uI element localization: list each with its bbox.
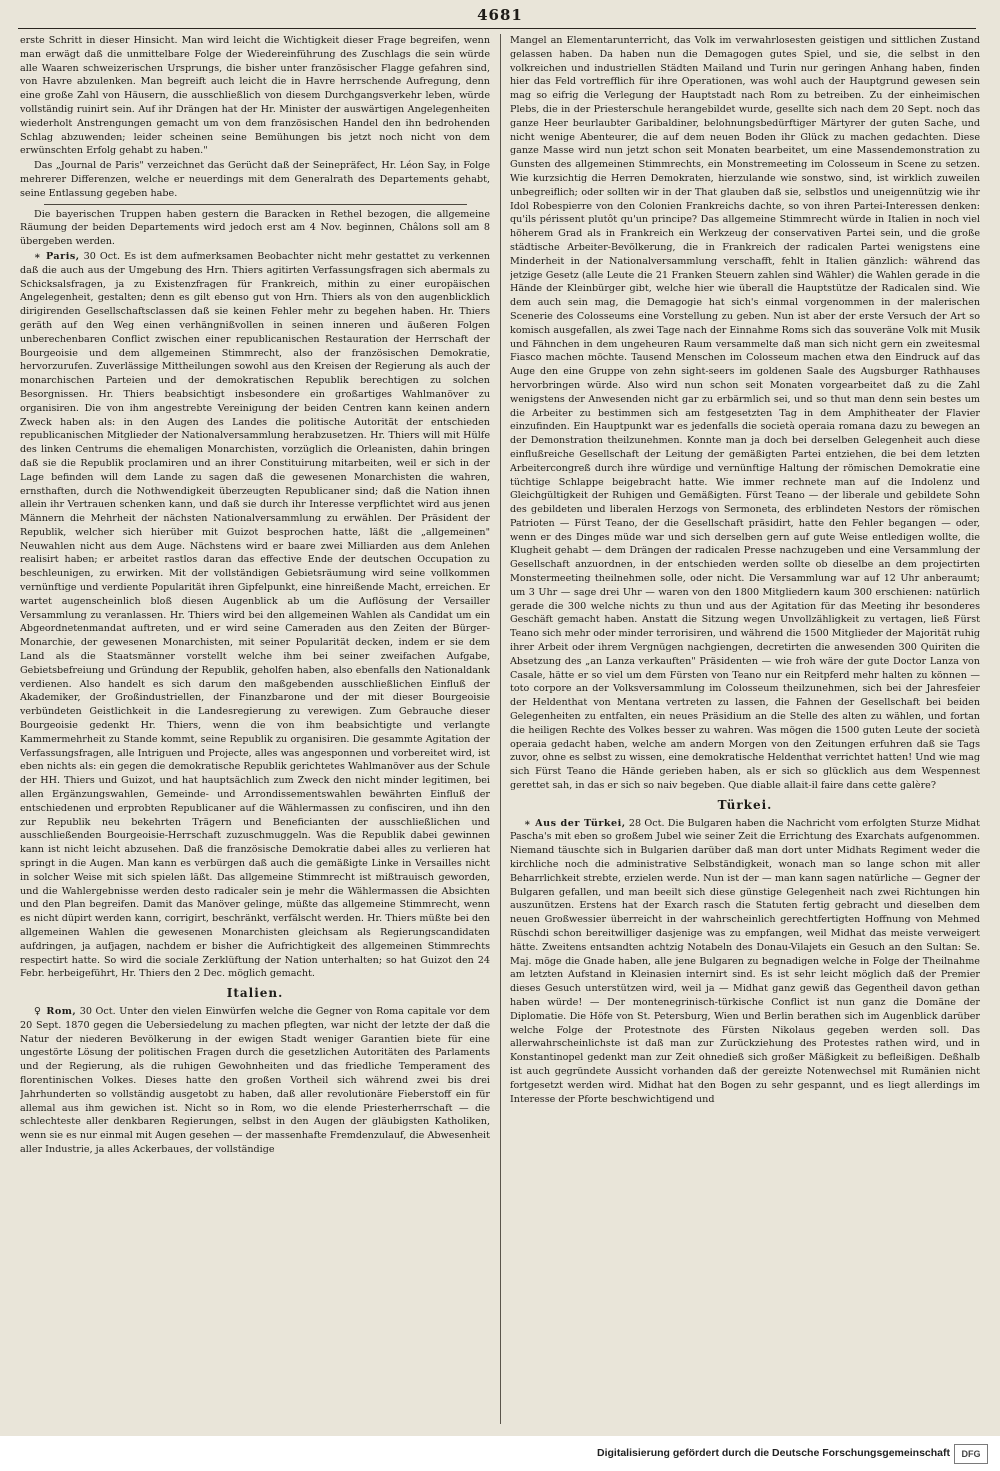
right-column xyxy=(510,34,980,1424)
intro-paragraph-1: erste Schritt in dieser Hinsicht. Man wird leicht die Wichtigkeit dieser Frage begreifen, wenn man erwägt daß die unmittelbare Folge der Wiedereinführung des Zuschlags die sein würde alle Waaren schweizerischen Ursprungs, die bisher unter französischer Flagge gefahren sind, von Havre abzulenken. Man begreift auch leicht die in Havre herrschende Aufregung, denn eine große Zahl von Häusern, die ausschließlich von diesem Durchgangsverkehr leben, würde vollständig ruinirt sein. Auf ihr Drängen hat der Hr. Minister der auswärtigen Angelegenheiten wiederholt Anstrengungen gemacht um von dem französischen Handel den ihn bedrohenden Schlag abzuwenden; leider scheinen seine Bemühungen bis jetzt noch nicht von dem erwünschten Erfolg gehabt zu haben." xyxy=(20,35,490,157)
intro-paragraph-3: Die bayerischen Truppen haben gestern die Baracken in Rethel bezogen, die allgemeine Räumung der beiden Departements wird jedoch erst am 4 Nov. beginnen, Châlons soll am 8 übergeben werden. xyxy=(20,208,490,248)
column-divider xyxy=(500,34,501,1424)
section-divider xyxy=(44,204,467,205)
tuerkei-heading: Türkei. xyxy=(717,797,773,812)
rom-text: 30 Oct. Unter den vielen Einwürfen welche die Gegner von Roma capitale vor dem 20 Sept. 1870 gegen die Uebersiedelung zu machen pflegten, war nicht der letzte der daß die Natur der niederen Bevölkerung in der ewigen Stadt weniger Garantien biete für eine ungestörte Lösung der politischen Fragen durch die gesetzlichen Autoritäten des Parlaments und der Regierung, als die ruhigen Gewohnheiten und das friedliche Temperament des florentinischen Volkes. Dieses hatte den großen Vortheil sich während zwei bis drei Jahrhunderten so vollständig ausgetobt zu haben, daß aller revolutionäre Fieberstoff ein für allemal aus ihm gewichen ist. Nicht so in Rom, wo die elende Priesterherrschaft — die schlechteste aller denkbaren Regierungen, selbst in den Augen der gläubigsten Katholiken, wenn sie es nur einmal mit Augen gesehen — der massenhafte Fremdenzulauf, die Abwesenheit aller Industrie, ja alles Ackerbaues, der vollständige xyxy=(20,1005,490,1155)
intro-paragraph-2: Das „Journal de Paris" verzeichnet das Gerücht daß der Seinepräfect, Hr. Léon Say, in Folge mehrerer Differenzen, welche er neuerdings mit dem Generalrath des Departements gehabt, seine Entlassung gegeben habe. xyxy=(20,160,490,199)
footer-bar xyxy=(0,1436,1000,1471)
tuerkei-dateline: ∗ Aus der Türkei, xyxy=(524,817,626,829)
footer-credit: Digitalisierung gefördert durch die Deutsche Forschungsgemeinschaft xyxy=(597,1447,950,1459)
page-number: 4681 xyxy=(477,6,523,24)
italien-heading: Italien. xyxy=(226,986,284,1001)
dfg-logo-icon[interactable]: DFG xyxy=(954,1444,988,1464)
rom-dateline: ♀ Rom, xyxy=(34,1005,77,1017)
rom-article xyxy=(20,1005,490,1157)
paris-dateline: ∗ Paris, xyxy=(34,250,80,262)
paris-article xyxy=(20,250,490,981)
tuerkei-article xyxy=(510,817,980,1107)
left-column xyxy=(20,34,490,1424)
paris-text: 30 Oct. Es ist dem aufmerksamen Beobachter nicht mehr gestattet zu verkennen daß die auch aus der Umgebung des Hrn. Thiers agitirten Verfassungsfragen sich abermals zu Schicksalsfragen, ja zu Existenzfragen für Frankreich, mithin zu einer europäischen Angelegenheit, gestalten; denn es gilt ebenso gut von Hrn. Thiers als von den augenblicklich dirigirenden Gesellschaftsclassen daß sie keinen Fehler mehr zu begehen haben. Hr. Thiers geräth auf den Weg einen verhängnißvollen in seinen inneren und äußeren Folgen unberechenbaren Conflict zwischen einer republicanischen Restauration der Herrschaft der Bourgeoisie und dem allgemeinen Stimmrecht, also der französischen Demokratie, hervorzurufen. Zuverlässige Mittheilungen sowohl aus den Kreisen der Regierung als auch der monarchischen Parteien und der demokratischen Republik berechtigen zu solchen Besorgnissen. Hr. Thiers beabsichtigt insbesondere ein großartiges Wahlmanöver zu organisiren. Die von ihm angestrebte Vereinigung der beiden Centren kann keinen andern Zweck haben als: in den Augen des Landes die politische Autorität der entschieden republicanischen Mitglieder der Nationalversammlung herabzusetzen. Hr. Thiers will mit Hülfe des linken Centrums die ehemaligen Monarchisten, vorzüglich die Orleanisten, dahin bringen daß sie die Republik proclamiren und an ihrer Constituirung mitarbeiten, weil er sich in der Lage befinden will dem Lande zu sagen daß die gewesenen Monarchisten die wahren, ernsthaften, durch die Nothwendigkeit überzeugten Republicaner sind; daß die Nation ihnen allein ihr Vertrauen schenken kann, und daß sie durch ihr Interesse verpflichtet wird aus jenen Männern die Mehrheit der nächsten Nationalversammlung zu erwählen. Der Präsident der Republik, welcher sich hierüber mit Guizot besprochen hatte, läßt die „allgemeinen" Neuwahlen nicht aus dem Auge. Nächstens wird er baare zwei Milliarden aus dem Anlehen realisirt haben; er arbeitet rastlos daran das effective Ende der deutschen Occupation zu beschleunigen, zu erwirken. Mit der vollständigen Gebietsräumung wird seine vollkommen vernünftige und verdiente Popularität ihren Gipfelpunkt, eine hinreißende Macht, erreichen. Er wartet augenscheinlich bloß diesen Augenblick ab um die Auflösung der Versailler Versammlung zu veranlassen. Hr. Thiers wird bei den allgemeinen Wahlen als Candidat um ein Abgeordnetenmandat auftreten, und er wird seine Cameraden aus den Zeiten der Bürger-Monarchie, der gewesenen Monarchisten, mit seiner Popularität decken, indem er sie dem Land als die Staatsmänner vorstellt welche ihm bei seiner zweifachen Aufgabe, Gebietsbefreiung und Gründung der Republik, geholfen haben, also ebenfalls den Nationaldank verdienen. Also handelt es sich darum den maßgebenden ausschließlichen Einfluß der Akademiker, der Großindustriellen, der Finanzbarone und der mit dieser Bourgeoisie verbündeten Geistlichkeit in die Landesregierung zu verewigen. Zum Gebrauche dieser Bourgeoisie gedenkt Hr. Thiers, wenn die von ihm beabsichtigte und verlangte Kammermehrheit zu Stande kommt, seine Republik zu organisiren. Die gesammte Agitation der Verfassungsfragen, alle Intriguen und Projecte, alles was angesponnen und vorbereitet wird, ist eben nichts als: ein gegen die demokratische Republik gerichtetes Wahlmanöver aus der Schule der HH. Thiers und Guizot, und hat hauptsächlich zum Zweck den nicht minder legitimen, bei allen Ergänzungswahlen, Gemeinde- und Arrondissementswahlen bewährten Einfluß der entschiedenen und erprobten Republicaner auf die Wählermassen zu confisciren, und ihn den zur Republik neu bekehrten Trägern und Beneficianten der ausschließlichen und ausschließenden Bourgeoisie-Herrschaft zuzuschmuggeln. Was die Republik dabei gewinnen kann ist nicht leicht abzusehen. Daß die französische Demokratie dabei alles zu verlieren hat springt in die Augen. Man kann es verbürgen daß auch die gemäßigte Linke in Versailles nicht in solcher Weise mit sich spielen läßt. Das allgemeine Stimmrecht ist mißtrauisch geworden, und die Wahlergebnisse werden desto radicaler sein je mehr die Wählermassen die Absichten und den Plan begreifen. Damit das Manöver gelinge, müßte das allgemeine Stimmrecht, wenn es nicht düpirt werden kann, corrigirt, beschränkt, verfälscht werden. Hr. Thiers müßte bei den allgemeinen Wahlen die gewesenen Monarchisten gleichsam als Regierungscandidaten aufdringen, ja aufjagen, nachdem er bisher die Aufrichtigkeit des allgemeinen Stimmrechts respectirt hatte. So wird die sociale Zerklüftung der Nation unterhalten; so hat Guizot den 24 Febr. herbeigeführt, Hr. Thiers den 2 Dec. möglich gemacht. xyxy=(20,250,490,980)
tuerkei-text: 28 Oct. Die Bulgaren haben die Nachricht vom erfolgten Sturze Midhat Pascha's mit eben so großem Jubel wie seiner Zeit die Errichtung des Exarchats aufgenommen. Niemand täuschte sich in Bulgarien darüber daß man dort unter Midhats Regiment weder die kirchliche noch die administrative Selbständigkeit, wonach man so lange schon mit aller Beharrlichkeit strebte, erzielen werde. Nun ist der — man kann sagen natürliche — Gegner der Bulgaren gefallen, und man beeilt sich diese günstige Gelegenheit nach zwei Richtungen hin auszunützen. Erstens hat der Exarch rasch die Statuten fertig gebracht und dieselben dem neuen Großwessier überreicht in der wahrscheinlich gerechtfertigten Hoffnung von Mehmed Rüschdi schon bereitwilliger dasjenige was zu empfangen, weil Midhat das meiste verweigert hätte. Zweitens entsandten achtzig Notabeln des Donau-Vilajets ein Gesuch an den Sultan: Se. Maj. möge die Gnade haben, alle jene Bulgaren zu begnadigen welche in Folge der Theilnahme am letzten Aufstand in Kleinasien internirt sind. Es ist sehr leicht möglich daß der Premier dieses Gesuch unterstützen wird, weil ja — Midhat ganz gewiß das Gegentheil davon gethan haben würde! — Der montenegrinisch-türkische Conflict ist nun ganz die Domäne der Diplomatie. Die Höfe von St. Petersburg, Wien und Berlin berathen sich im Augenblick darüber welche Folge der Protestnote des Fürsten Nikolaus gegeben werden soll. Das allerwahrscheinlichste ist daß man zur Zurückziehung des Protestes rathen wird, und in Konstantinopel gedenkt man zur Zeit ohnedieß sich großer Mäßigkeit zu befleißigen. Deßhalb ist auch gegründete Aussicht vorhanden daß der gereizte Notenwechsel mit Rumänien nicht fortgesetzt werden wird. Midhat hat den Bogen zu sehr gespannt, und es liegt allerdings im Interesse der Pforte beschwichtigend und xyxy=(510,817,980,1105)
header-rule xyxy=(18,28,976,29)
rom-continued: Mangel an Elementarunterricht, das Volk im verwahrlosesten geistigen und sittlichen Zustand gelassen haben. Da haben nun die Demagogen gutes Spiel, und sie, die selbst in den volkreichen und industriellen Städten Mailand und Turin nur geringen Anhang haben, finden hier das Feld vortrefflich für ihre Operationen, was wohl auch der Hauptgrund gewesen sein mag so eifrig die Verlegung der Hauptstadt nach Rom zu betreiben. Zu der einheimischen Plebs, die in der Priesterschule herangebildet wurde, gesellte sich nach dem 20 Sept. noch das ganze Heer beurlaubter Garibaldiner, belohnungsbedürftiger Märtyrer der guten Sache, und nicht wenige Abenteurer, die auf dem neuen Boden ihr Glück zu machen gedachten. Diese ganze Masse wird nun jetzt schon seit Monaten bearbeitet, um eine Massendemonstration zu Gunsten des allgemeinen Stimmrechts, ein Monstremeeting im Colosseum in Scene zu setzen. Wie kurzsichtig die Herren Demokraten, hierzulande wie sonstwo, sind, ist wirklich zuweilen unbegreiflich; oder sollten wir in der That glauben daß sie, selbstlos und uneigennützig wie ihr Idol Robespierre von den Colonien Frankreichs dachte, so von ihren Partei-Interessen denken: qu'ils périssent plutôt qu'un principe? Das allgemeine Stimmrecht würde in Italien in noch viel höherem Grad als in Frankreich ein Werkzeug der conservativen Partei sein, und die große städtische Arbeiter-Bevölkerung, die in Frankreich der radicalen Partei wenigstens eine Minderheit in der Nationalversammlung verschafft, fehlt in Italien gänzlich: während das jetzige Gesetz (alle Leute die 21 Franken Steuern zahlen sind Wähler) die Wahlen gerade in die Hände der Kleinbürger gibt, welche hier wie überall die Hauptstütze der Radicalen sind. Wie dem auch sein mag, die Demagogie hat sich's einmal vorgenommen in der malerischen Scenerie des Colosseums eine Vorstellung zu geben. Nun ist aber der erste Versuch der Art so komisch ausgefallen, als zwei Tage nach der Einnahme Roms sich das souveräne Volk mit Musik und Fähnchen in dem ungeheuren Raum versammelte daß man sich nicht gern ein zweitesmal Fiasco machen möchte. Tausend Menschen im Colosseum machen etwa den Eindruck auf das Auge den eine Gruppe von zehn sight-seers im goldenen Saale des Augsburger Rathhauses hervorbringen würde. Also wird nun schon seit Monaten vorgearbeitet daß zu die Zahl wenigstens der Anwesenden nicht gar zu erbärmlich sei, und so thut man denn sein bestes um die Arbeiter zu bestimmen sich am festgesetzten Tag in dem Amphitheater der Flavier einzufinden. Ein Hauptpunkt war es jedenfalls die società operaia romana dazu zu bewegen an der Demonstration theilzunehmen. Konnte man ja doch bei derselben Gelegenheit auch diese einflußreiche Gesellschaft der Leitung der gemäßigten Partei entziehen, die bei dem letzten Arbeitercongreß durch ihre würdige und vernünftige Haltung der römischen Demokratie eine tüchtige Schlappe beigebracht hatte. Wie immer rechnete man auf die Indolenz und Gleichgültigkeit der Ruhigen und Gemäßigten. Fürst Teano — der liberale und gebildete Sohn des gebildeten und liberalen Herzogs von Sermoneta, des erblindeten Nestors der römischen Patrioten — Fürst Teano, der die Gesellschaft präsidirt, hatte den Fehler begangen — oder, wenn er des Dinges müde war und sich derselben gern auf gute Weise entledigen wollte, die Klugheit gehabt — dem Drängen der radicalen Presse nachzugeben und eine Versammlung der Gesellschaft anzuordnen, in der entschieden werden sollte ob dieselbe an dem projectirten Monstermeeting theilnehmen solle, oder nicht. Die Versammlung war auf 12 Uhr anberaumt; um 3 Uhr — sage drei Uhr — waren von den 1800 Mitgliedern kaum 300 erschienen: natürlich gerade die 300 welche nichts zu thun und aus der Agitation für das Meeting ihr besonderes Geschäft gemacht haben. Anstatt die Sitzung wegen Unvollzähligkeit zu vertagen, ließ Fürst Teano sich mehr oder minder terrorisiren, und während die 1500 Mitglieder der Majorität ruhig ihrer Arbeit oder ihrem Vergnügen nachgiengen, decretirten die anwesenden 300 Quiriten die Absetzung des „an Lanza verkauften" Präsidenten — wie froh wäre der gute Doctor Lanza von Casale, hätte er so viel um dem Fürsten von Teano nur ein Reitpferd mehr halten zu können — toto corpore an der Volksversammlung im Colosseum theilzunehmen, sich bei der Jahresfeier der Heldenthat von Mentana vertreten zu lassen, die Fahnen der Gesellschaft bei beiden Gelegenheiten zu entfalten, ein neues Präsidium an die Stelle des alten zu wählen, und fortan die heiligen Rechte des Volkes besser zu wahren. Was mögen die 1500 guten Leute der società operaia gedacht haben, welche am andern Morgen von den Zeitungen erfuhren daß sie Tags zuvor, ohne es selbst zu wissen, eine demokratische Heldenthat verrichtet hatten! Und wie mag sich Fürst Teano die Hände gerieben haben, als er sich so glücklich aus dem Wespennest gerettet sah, in das er sich so naiv begeben. Que diable allait-il faire dans cette galère? xyxy=(510,35,980,792)
